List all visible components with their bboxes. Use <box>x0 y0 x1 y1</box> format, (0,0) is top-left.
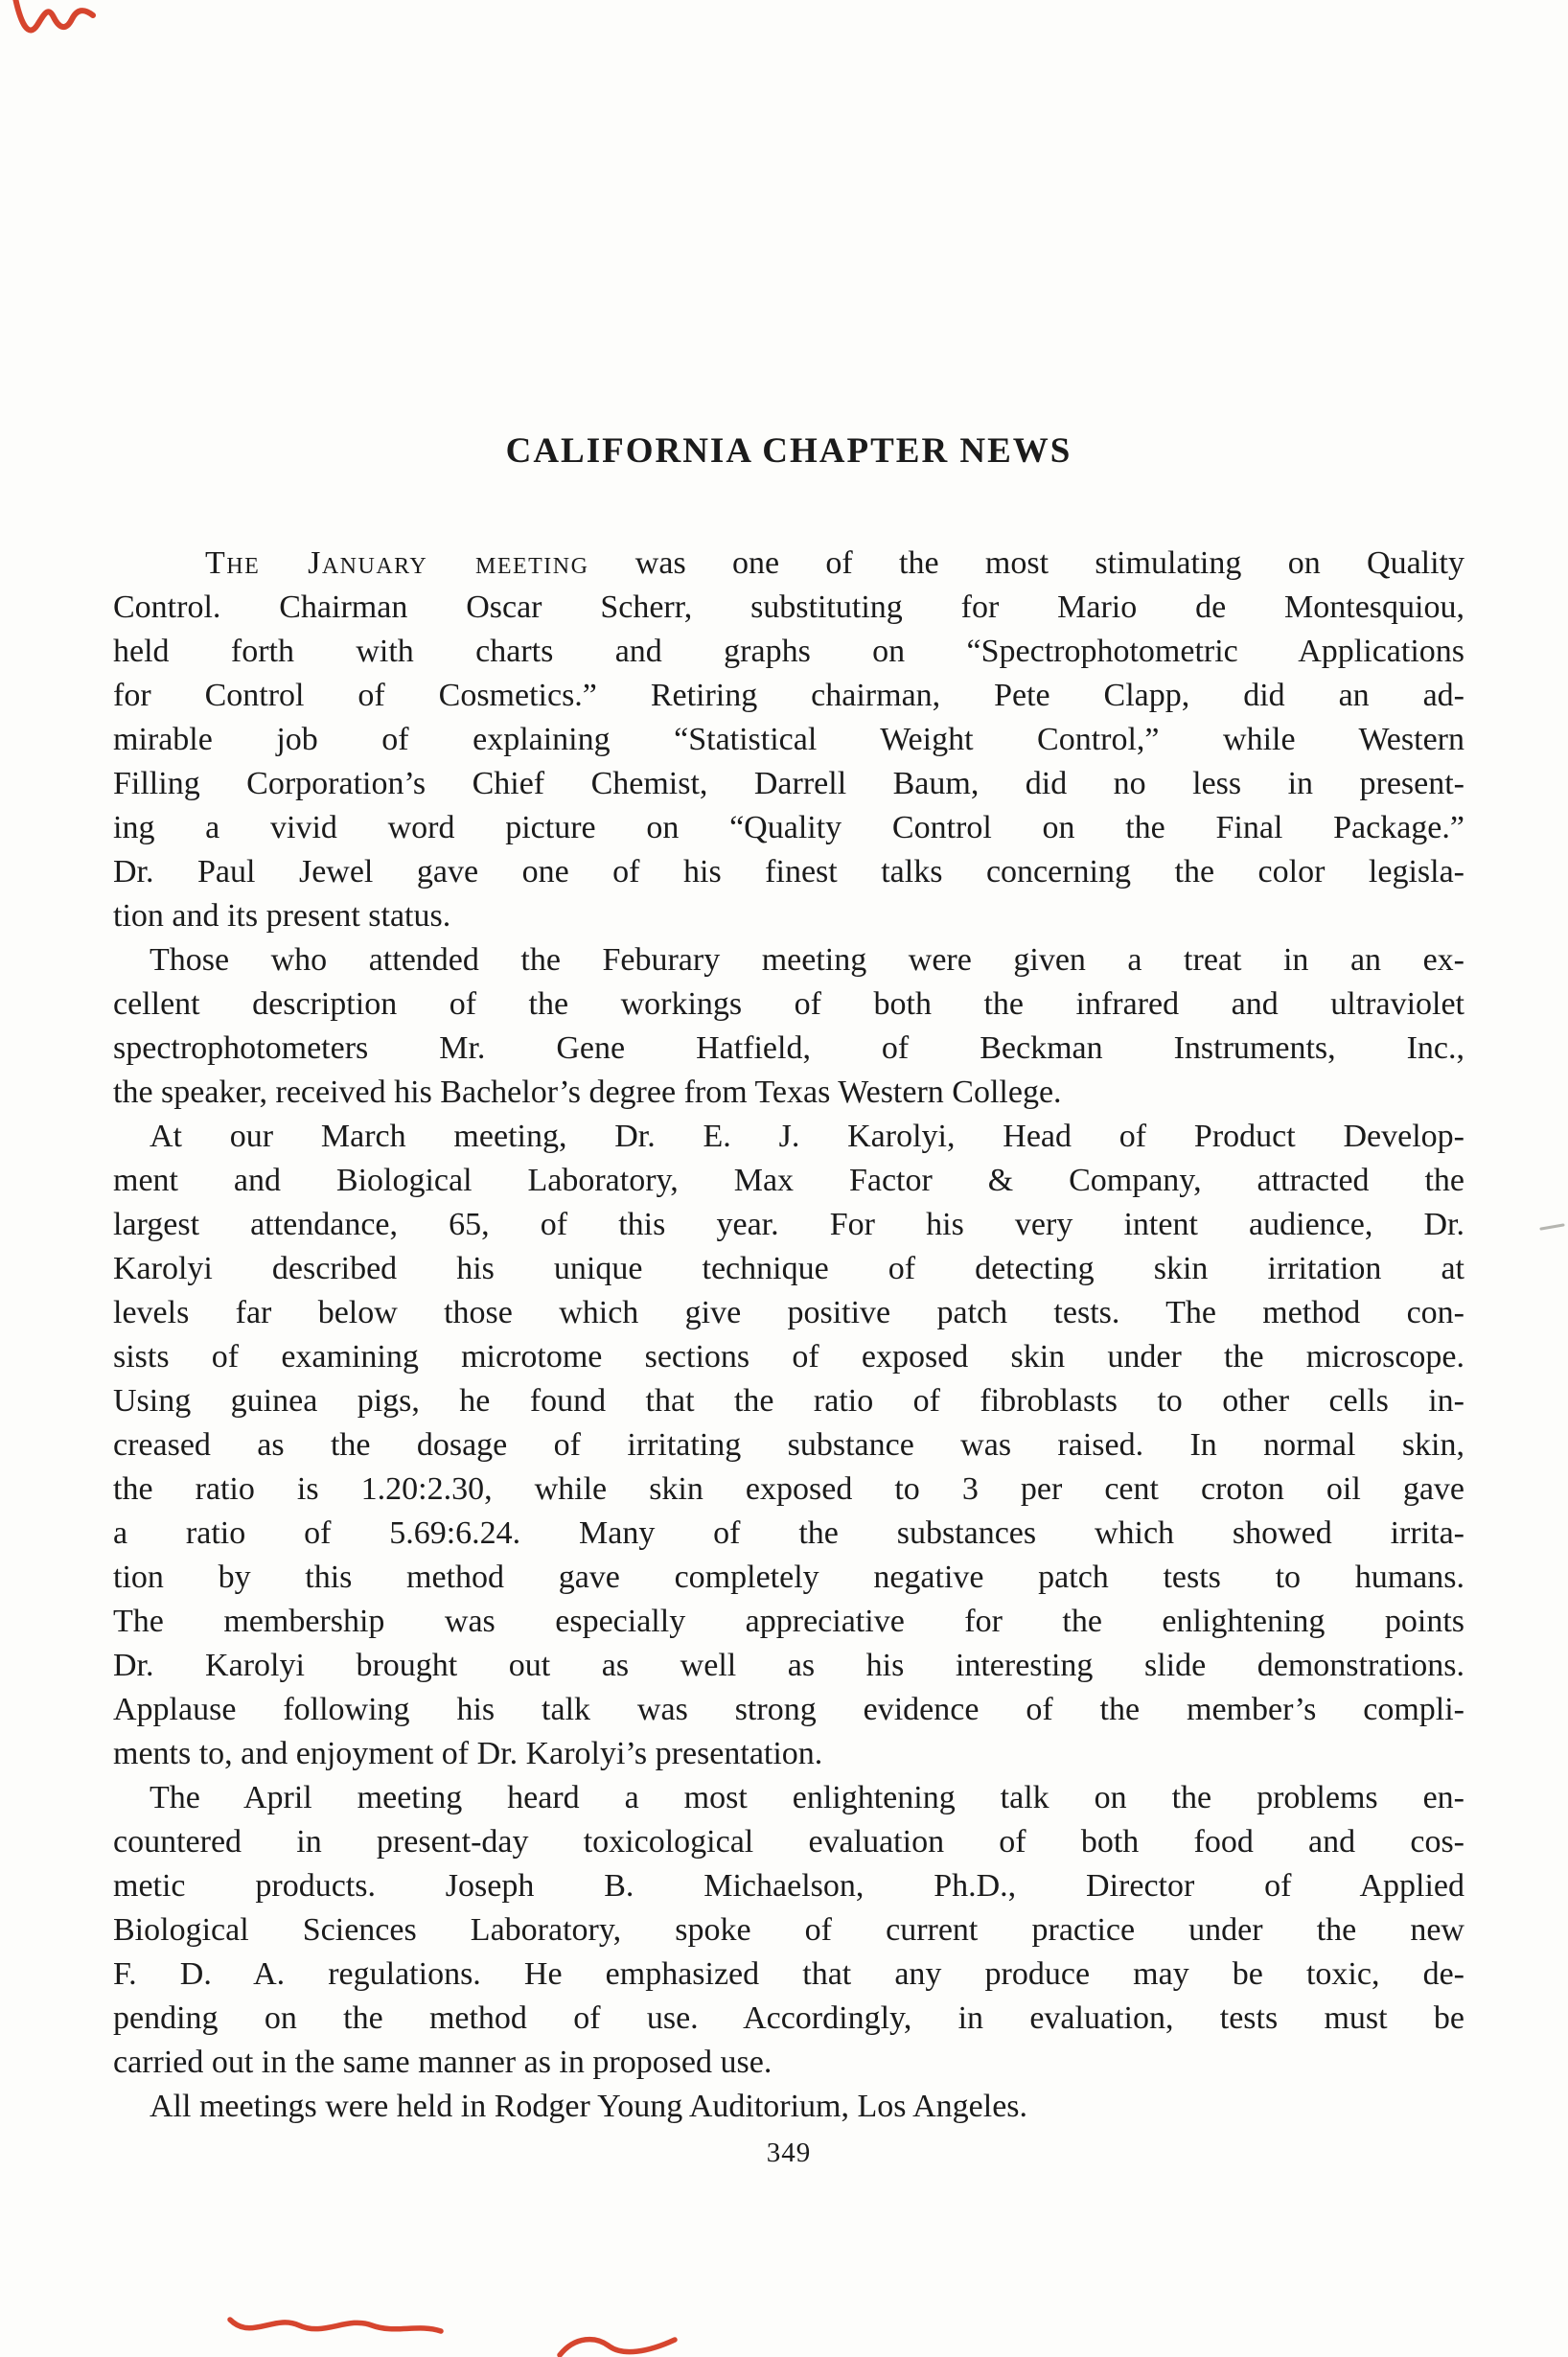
text-line: cellent description of the workings of both the infrared and ultraviolet <box>113 986 1464 1022</box>
text-line: spectrophotometers Mr. Gene Hatfield, of Beckman Instruments, Inc., <box>113 1030 1464 1066</box>
gray-margin-tick <box>1539 1221 1566 1233</box>
text-line: Dr. Paul Jewel gave one of his finest talks concerning the color legisla- <box>113 854 1464 890</box>
text-line: Biological Sciences Laboratory, spoke of current practice under the new <box>113 1912 1464 1948</box>
text-line: The membership was especially appreciative for the enlightening points <box>113 1604 1464 1639</box>
body-paragraphs <box>113 542 1464 2129</box>
text-line: creased as the dosage of irritating substance was raised. In normal skin, <box>113 1427 1464 1463</box>
text-line: a ratio of 5.69:6.24. Many of the substances which showed irrita- <box>113 1515 1464 1551</box>
text-line: Applause following his talk was strong evidence of the member’s compli- <box>113 1692 1464 1727</box>
text-line: tion and its present status. <box>113 898 451 934</box>
text-line: sists of examining microtome sections of exposed skin under the microscope. <box>113 1339 1464 1375</box>
text-line: ing a vivid word picture on “Quality Control on the Final Package.” <box>113 810 1464 845</box>
red-pen-scribble-bottom-left <box>226 2304 445 2348</box>
text-line: Dr. Karolyi brought out as well as his interesting slide demonstrations. <box>113 1648 1464 1683</box>
text-line: metic products. Joseph B. Michaelson, Ph.D., Director of Applied <box>113 1868 1464 1904</box>
paragraph <box>113 1115 1464 1776</box>
text-line: Those who attended the Feburary meeting were given a treat in an ex- <box>150 942 1464 978</box>
text-line: held forth with charts and graphs on “Spectrophotometric Applications <box>113 634 1464 669</box>
red-pen-scribble-top-left <box>10 0 98 48</box>
text-line: Karolyi described his unique technique of detecting skin irritation at <box>113 1251 1464 1286</box>
paragraph <box>113 2085 1464 2129</box>
text-line: for Control of Cosmetics.” Retiring chairman, Pete Clapp, did an ad- <box>113 678 1464 713</box>
page-title: CALIFORNIA CHAPTER NEWS <box>505 431 1072 471</box>
text-line: the speaker, received his Bachelor’s degree from Texas Western College. <box>113 1075 1062 1110</box>
red-pen-scribble-bottom-right <box>554 2332 680 2357</box>
paragraph <box>113 938 1464 1115</box>
text-line: tion by this method gave completely negative patch tests to humans. <box>113 1560 1464 1595</box>
text-line: Using guinea pigs, he found that the ratio of fibroblasts to other cells in- <box>113 1383 1464 1419</box>
text-line: Control. Chairman Oscar Scherr, substituting for Mario de Montesquiou, <box>113 589 1464 625</box>
text-line: carried out in the same manner as in proposed use. <box>113 2045 772 2080</box>
text-block <box>113 427 1464 2175</box>
paragraph <box>113 1776 1464 2085</box>
text-line: pending on the method of use. Accordingly, in evaluation, tests must be <box>113 2000 1464 2036</box>
text-line: largest attendance, 65, of this year. For his very intent audience, Dr. <box>113 1207 1464 1242</box>
text-line: Filling Corporation’s Chief Chemist, Darrell Baum, did no less in present- <box>113 766 1464 801</box>
text-line: The January meeting was one of the most stimulating on Quality <box>205 545 1464 581</box>
smallcaps-lead: The January meeting <box>205 545 589 581</box>
text-line: countered in present-day toxicological evaluation of both food and cos- <box>113 1824 1464 1860</box>
text-line: At our March meeting, Dr. E. J. Karolyi, Head of Product Develop- <box>150 1119 1464 1154</box>
text-line: mirable job of explaining “Statistical Weight Control,” while Western <box>113 722 1464 757</box>
paragraph <box>113 542 1464 938</box>
text-line: ment and Biological Laboratory, Max Factor & Company, attracted the <box>113 1163 1464 1198</box>
text-line: The April meeting heard a most enlightening talk on the problems en- <box>150 1780 1464 1815</box>
text-line: All meetings were held in Rodger Young Auditorium, Los Angeles. <box>150 2089 1028 2124</box>
text-line: ments to, and enjoyment of Dr. Karolyi’s presentation. <box>113 1736 823 1771</box>
text-line: the ratio is 1.20:2.30, while skin exposed to 3 per cent croton oil gave <box>113 1471 1464 1507</box>
text-line: levels far below those which give positive patch tests. The method con- <box>113 1295 1464 1330</box>
page-number: 349 <box>766 2137 812 2168</box>
text-line: F. D. A. regulations. He emphasized that any produce may be toxic, de- <box>113 1956 1464 1992</box>
